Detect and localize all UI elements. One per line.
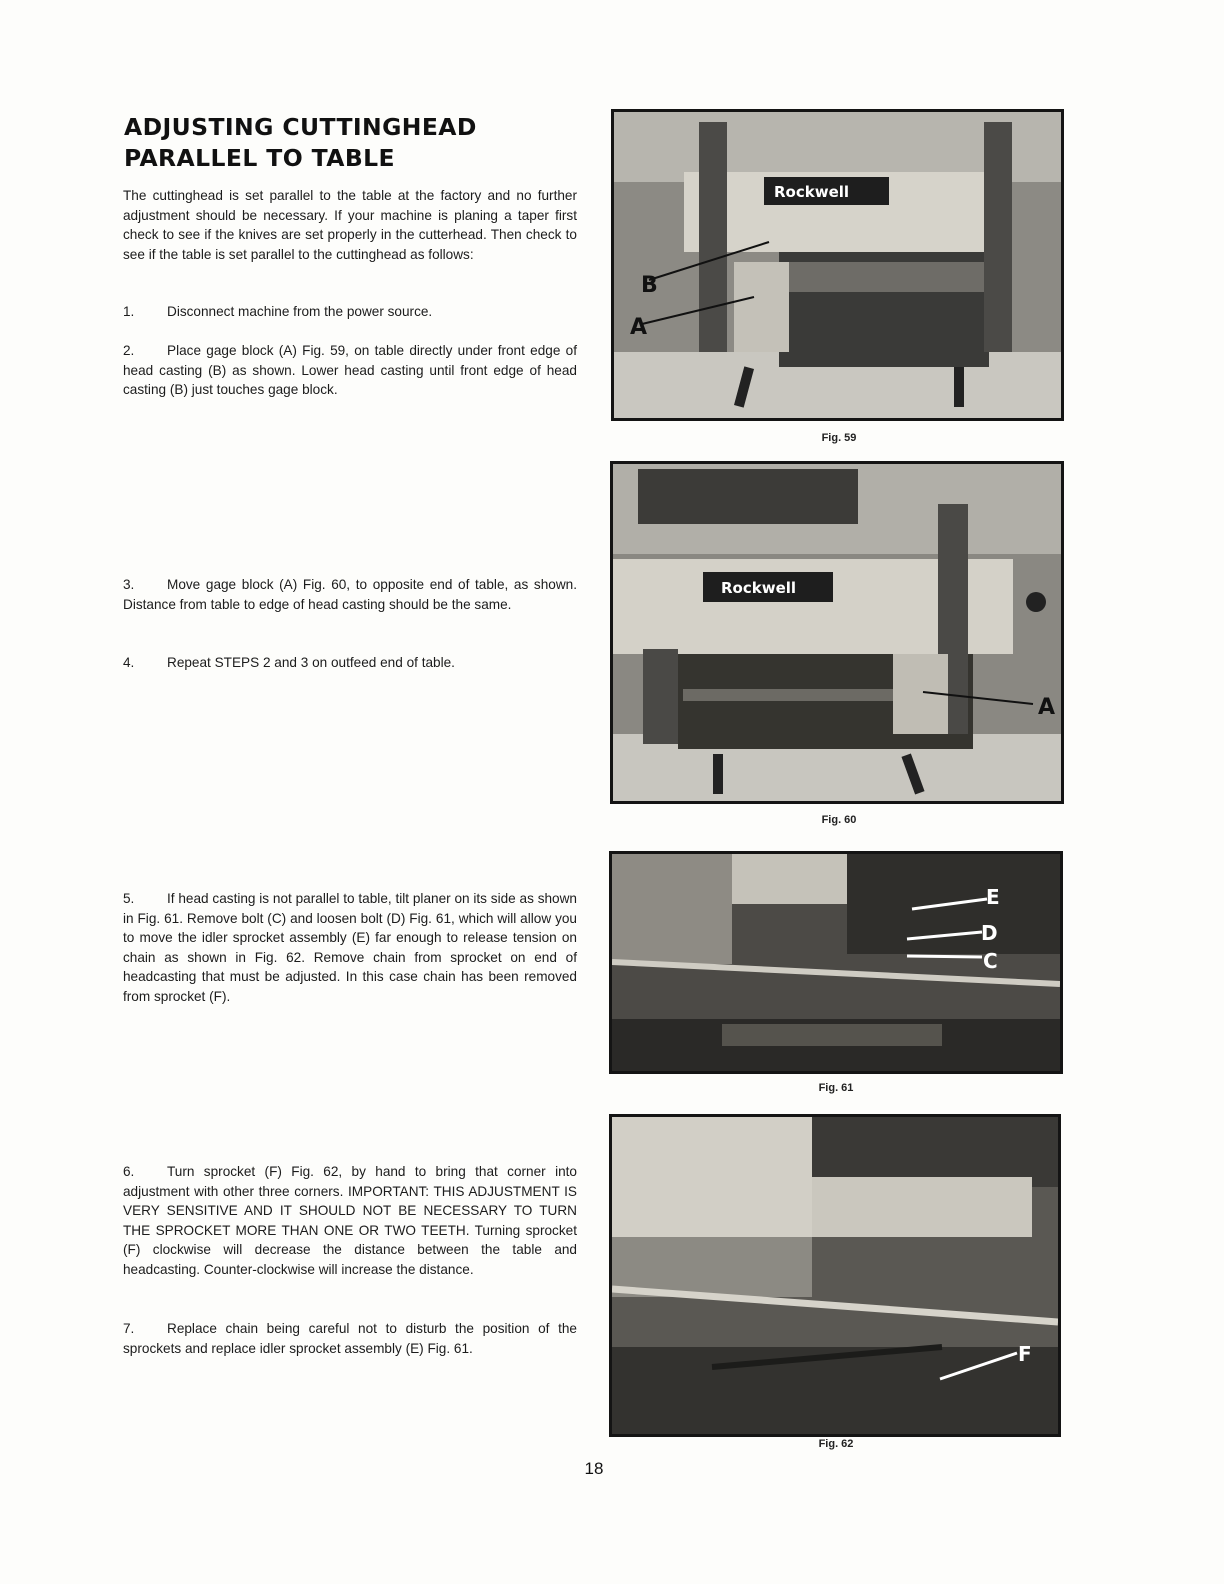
step-number: 7.: [123, 1321, 135, 1336]
label-d: D: [981, 921, 998, 945]
figure-61-caption: Fig. 61: [818, 1082, 854, 1094]
step-text: If head casting is not parallel to table, tilt planer on its side as shown in Fig. 61. Remove bolt (C) and loosen bolt (D) Fig. 61, which will allow you to move the idler sprocket assembly (E) far enough to release tension on chain as shown in Fig. 62. Remove chain from sprocket on end of headcasting that must be adjusted. In this case chain has been removed from sprocket (F).: [123, 891, 577, 1004]
step-text: Disconnect machine from the power source.: [167, 304, 433, 319]
step-number: 5.: [123, 891, 135, 906]
step-1: [123, 302, 577, 322]
step-number: 3.: [123, 577, 135, 592]
figure-62-photo: [609, 1114, 1061, 1437]
label-e: E: [986, 885, 1000, 909]
figure-59-caption: Fig. 59: [821, 432, 857, 444]
label-a: A: [1038, 695, 1056, 720]
step-text: Replace chain being careful not to disturb the position of the sprockets and replace idler sprocket assembly (E) Fig. 61.: [123, 1321, 577, 1356]
step-number: 6.: [123, 1164, 135, 1179]
step-2: [123, 341, 577, 400]
figure-62-caption: Fig. 62: [818, 1438, 854, 1450]
step-number: 4.: [123, 655, 135, 670]
step-number: 1.: [123, 304, 135, 319]
step-5: [123, 889, 577, 1006]
step-6: [123, 1162, 577, 1279]
figure-60-photo: [610, 461, 1064, 804]
step-4: [123, 653, 577, 673]
step-7: [123, 1319, 577, 1358]
figure-60-brand: Rockwell: [721, 579, 797, 597]
section-heading: ADJUSTING CUTTINGHEAD PARALLEL TO TABLE: [124, 113, 477, 172]
figure-59-photo: [611, 109, 1064, 421]
figure-61-photo: [609, 851, 1063, 1074]
intro-paragraph: The cuttinghead is set parallel to the table at the factory and no further adjustment should be necessary. If your machine is planing a taper first check to see if the knives are set properly in the cutterhead. Then check to see if the table is set parallel to the cuttinghead as follows:: [123, 188, 577, 262]
step-text: Place gage block (A) Fig. 59, on table directly under front edge of head casting (B) as shown. Lower head casting until front edge of head casting (B) just touches gage block.: [123, 343, 577, 397]
figure-59-brand: Rockwell: [774, 183, 850, 201]
step-text: Repeat STEPS 2 and 3 on outfeed end of table.: [167, 655, 455, 670]
step-3: [123, 575, 577, 614]
step-text: Move gage block (A) Fig. 60, to opposite end of table, as shown. Distance from table to edge of head casting should be the same.: [123, 577, 577, 612]
label-c: C: [983, 949, 998, 973]
step-number: 2.: [123, 343, 135, 358]
page-number: 18: [584, 1459, 604, 1478]
label-f: F: [1018, 1342, 1032, 1366]
figure-60-caption: Fig. 60: [821, 814, 857, 826]
label-a: A: [630, 315, 648, 340]
step-text: Turn sprocket (F) Fig. 62, by hand to bring that corner into adjustment with other three corners. IMPORTANT: THIS ADJUSTMENT IS VERY SENSITIVE AND IT SHOULD NOT BE NECESSARY TO TURN THE SPROCKET MORE THAN ONE OR TWO TEETH. Turning sprocket (F) clockwise will decrease the distance between the table and headcasting. Counter-clockwise will increase the distance.: [123, 1164, 577, 1277]
label-b: B: [641, 273, 658, 298]
